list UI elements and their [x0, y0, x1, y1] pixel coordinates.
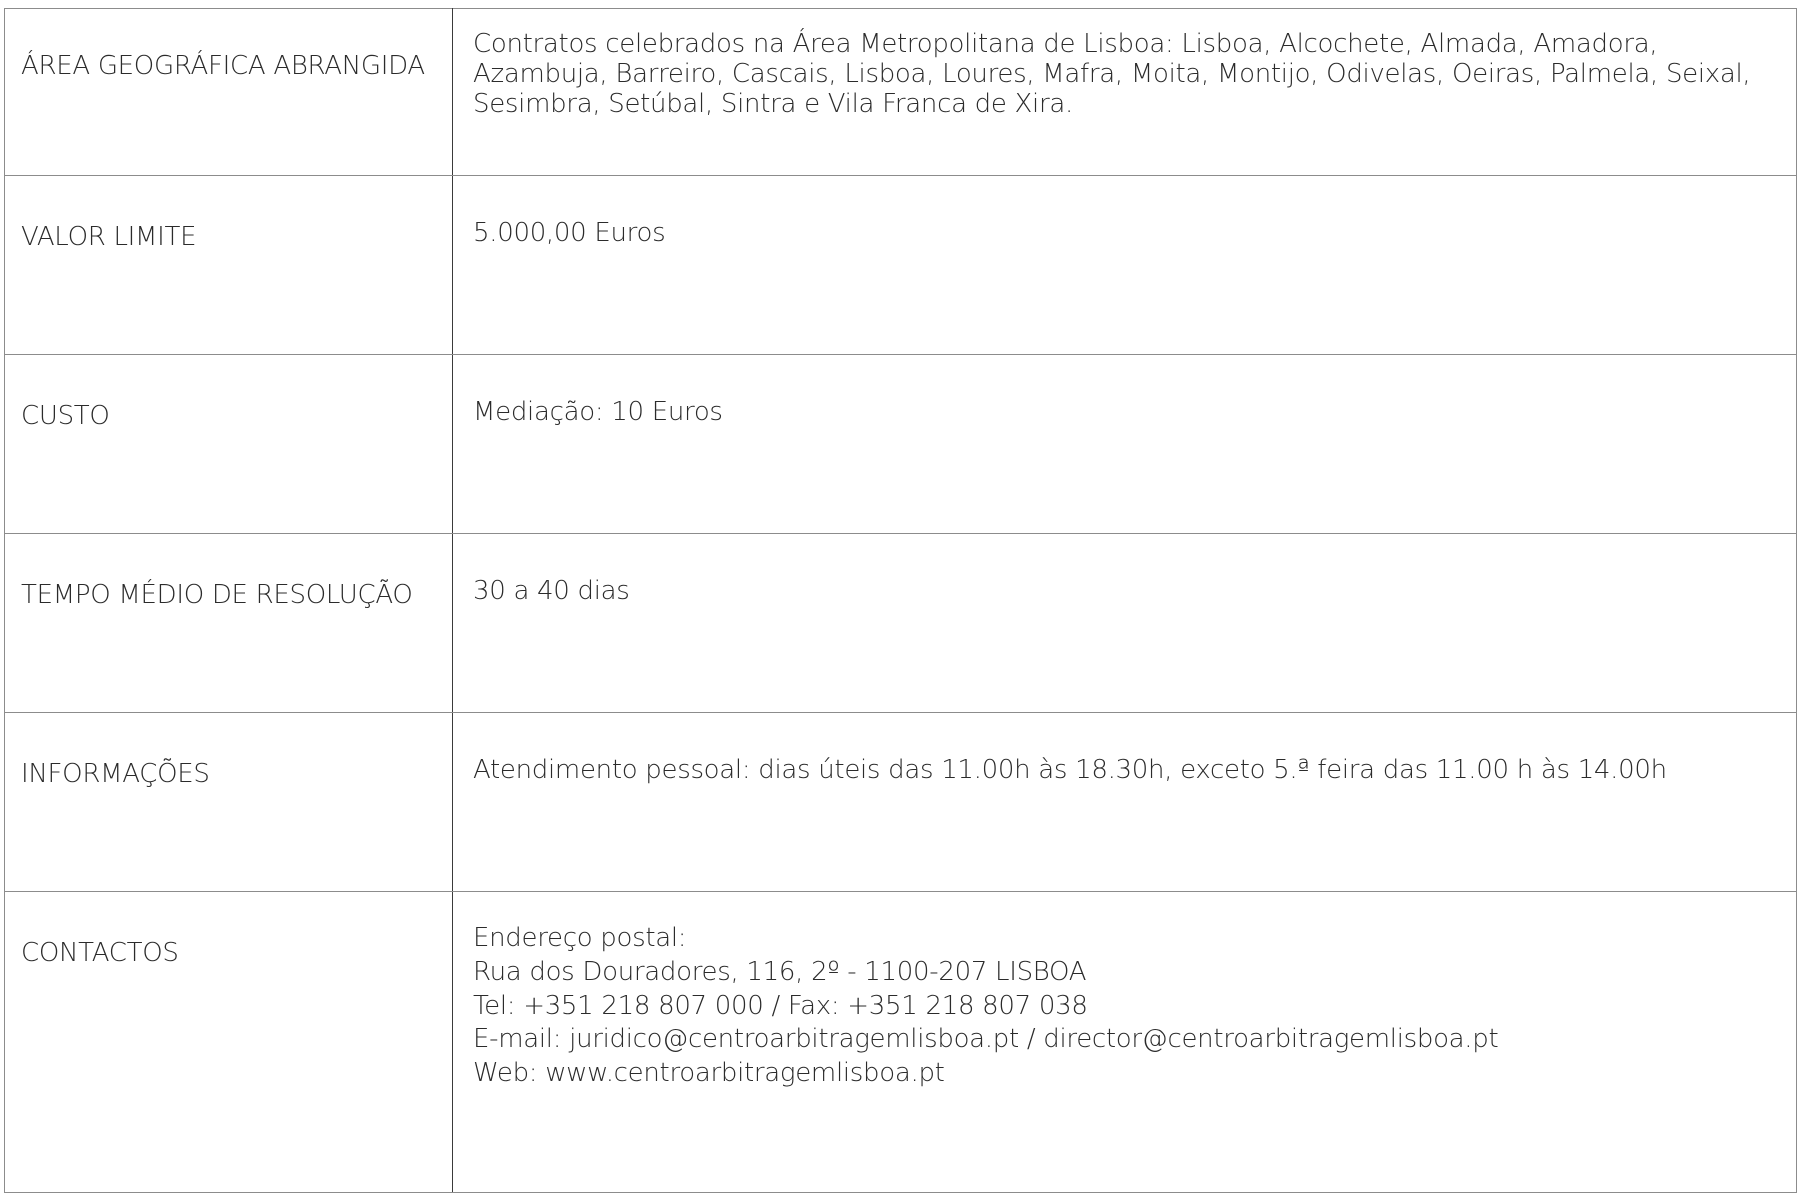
- row-label-contacts: CONTACTOS: [5, 892, 453, 1193]
- table-row-cost: [5, 355, 1797, 534]
- row-label-limit: VALOR LIMITE: [5, 176, 453, 355]
- postal-address: Rua dos Douradores, 116, 2º - 1100-207 LISBOA: [473, 956, 1087, 987]
- email-contacts[interactable]: E-mail: juridico@centroarbitragemlisboa.pt / director@centroarbitragemlisboa.pt: [473, 1024, 1499, 1055]
- row-label-cost: CUSTO: [5, 355, 453, 534]
- row-label-information: INFORMAÇÕES: [5, 713, 453, 892]
- row-value-information: Atendimento pessoal: dias úteis das 11.00h às 18.30h, exceto 5.ª feira das 11.00 h às 14.00h: [453, 713, 1797, 892]
- website-link[interactable]: Web: www.centroarbitragemlisboa.pt: [473, 1058, 945, 1089]
- row-value-limit: 5.000,00 Euros: [453, 176, 1797, 355]
- table-row-contacts: [5, 892, 1797, 1193]
- row-value-cost: Mediação: 10 Euros: [453, 355, 1797, 534]
- table-row-resolution-time: [5, 534, 1797, 713]
- table-row-limit: [5, 176, 1797, 355]
- phone-fax: Tel: +351 218 807 000 / Fax: +351 218 807 038: [473, 990, 1088, 1021]
- table-row-information: [5, 713, 1797, 892]
- row-value-contacts: [453, 892, 1797, 1193]
- row-label-area: ÁREA GEOGRÁFICA ABRANGIDA: [5, 9, 453, 176]
- table-row-area: [5, 9, 1797, 176]
- row-value-area: Contratos celebrados na Área Metropolitana de Lisboa: Lisboa, Alcochete, Almada, Amadora, Azambuja, Barreiro, Cascais, Lisboa, Loures, Mafra, Moita, Montijo, Odivelas, Oeiras, Palmela, Seixal, Sesimbra, Setúbal, Sintra e Vila Franca de Xira.: [453, 9, 1797, 176]
- info-table: [4, 8, 1797, 1193]
- row-value-resolution-time: 30 a 40 dias: [453, 534, 1797, 713]
- postal-address-heading: Endereço postal:: [473, 923, 687, 953]
- row-label-resolution-time: TEMPO MÉDIO DE RESOLUÇÃO: [5, 534, 453, 713]
